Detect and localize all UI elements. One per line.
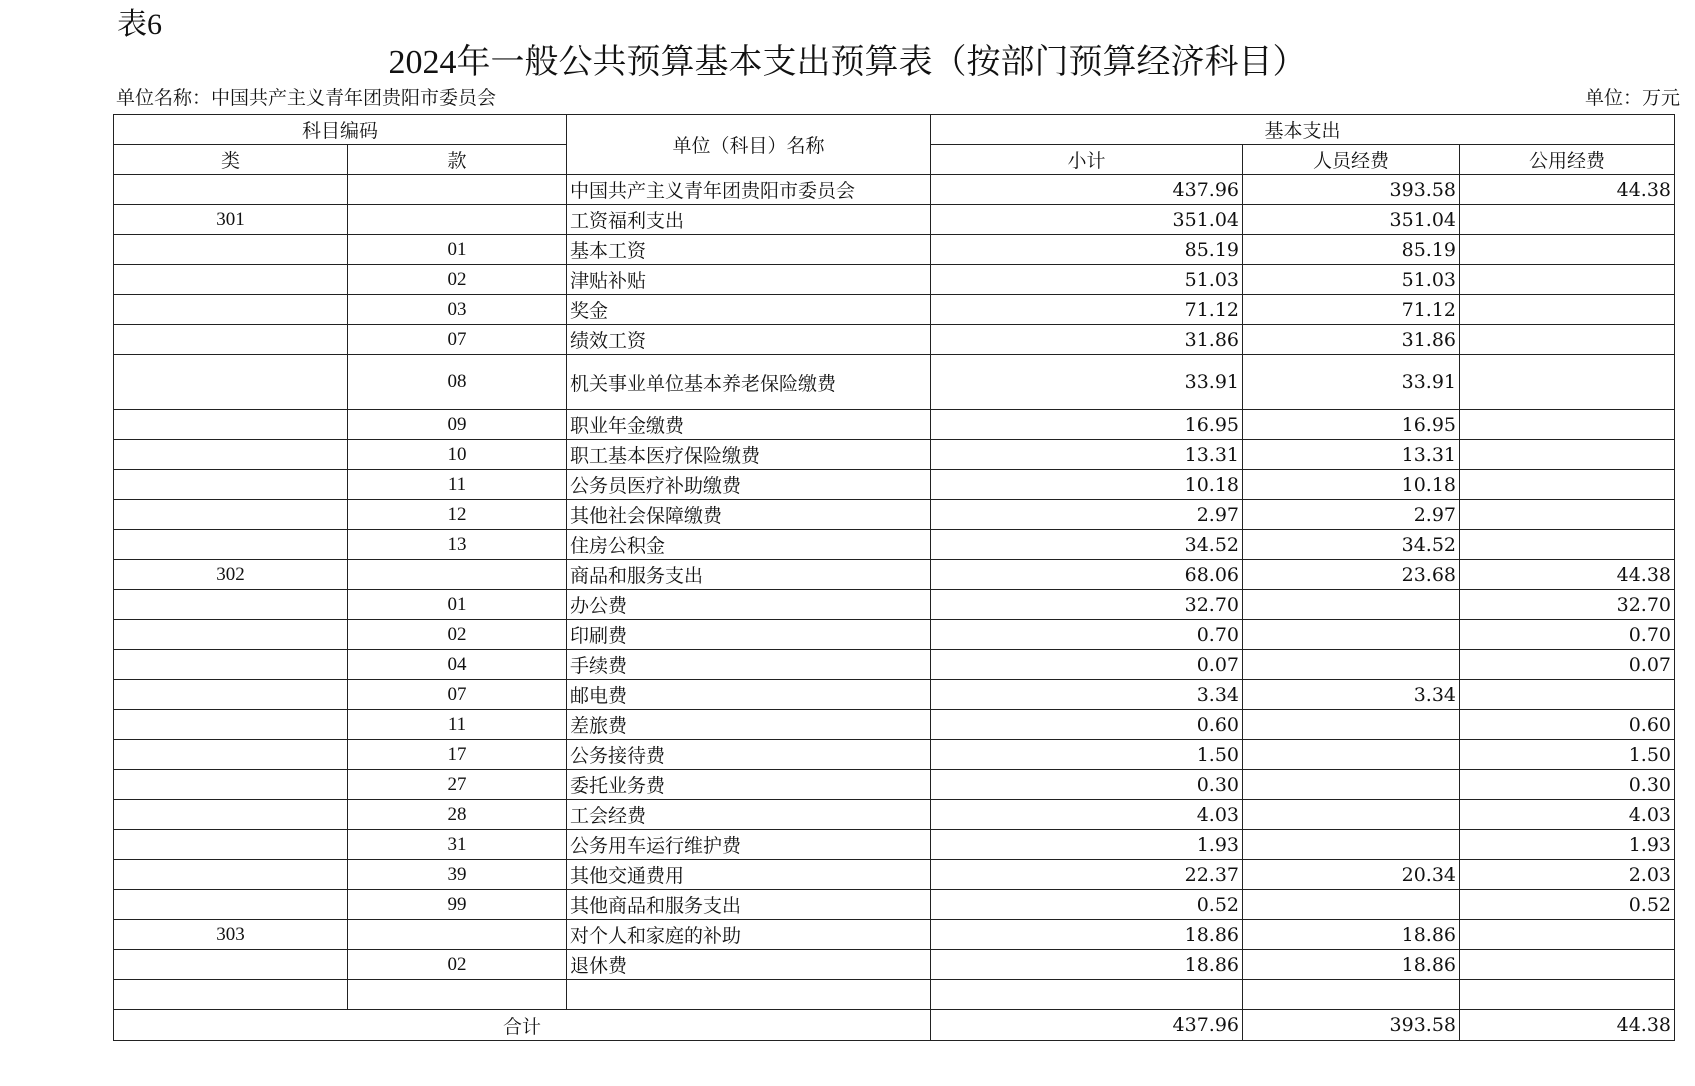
cell-subtotal: 71.12 [931, 295, 1243, 325]
cell-personnel [1243, 980, 1460, 1010]
table-row [114, 410, 1675, 440]
table-row [114, 440, 1675, 470]
cell-name: 办公费 [567, 590, 931, 620]
total-row [114, 1010, 1675, 1041]
table-row [114, 800, 1675, 830]
cell-lei [114, 355, 348, 410]
cell-subtotal: 0.60 [931, 710, 1243, 740]
table-row [114, 920, 1675, 950]
cell-kuan: 17 [348, 740, 567, 770]
cell-name: 绩效工资 [567, 325, 931, 355]
cell-subtotal: 22.37 [931, 860, 1243, 890]
cell-personnel: 16.95 [1243, 410, 1460, 440]
cell-kuan [348, 920, 567, 950]
cell-kuan: 04 [348, 650, 567, 680]
cell-personnel: 10.18 [1243, 470, 1460, 500]
cell-name: 津贴补贴 [567, 265, 931, 295]
cell-name: 公务用车运行维护费 [567, 830, 931, 860]
table-row [114, 710, 1675, 740]
cell-name: 退休费 [567, 950, 931, 980]
cell-kuan: 02 [348, 265, 567, 295]
header-personnel: 人员经费 [1243, 145, 1460, 175]
cell-lei [114, 650, 348, 680]
header-code-group: 科目编码 [114, 115, 567, 145]
table-row [114, 175, 1675, 205]
cell-lei [114, 830, 348, 860]
cell-personnel: 31.86 [1243, 325, 1460, 355]
cell-public: 4.03 [1460, 800, 1675, 830]
cell-subtotal: 34.52 [931, 530, 1243, 560]
cell-name: 委托业务费 [567, 770, 931, 800]
cell-personnel [1243, 710, 1460, 740]
cell-subtotal: 33.91 [931, 355, 1243, 410]
cell-public [1460, 205, 1675, 235]
table-row [114, 830, 1675, 860]
cell-subtotal: 32.70 [931, 590, 1243, 620]
cell-personnel [1243, 800, 1460, 830]
cell-lei [114, 740, 348, 770]
cell-kuan: 11 [348, 710, 567, 740]
table-row [114, 295, 1675, 325]
cell-kuan: 12 [348, 500, 567, 530]
total-personnel: 393.58 [1243, 1010, 1460, 1041]
cell-personnel [1243, 620, 1460, 650]
table-row [114, 740, 1675, 770]
cell-lei [114, 440, 348, 470]
cell-personnel: 85.19 [1243, 235, 1460, 265]
cell-subtotal: 51.03 [931, 265, 1243, 295]
cell-name: 邮电费 [567, 680, 931, 710]
cell-name: 其他交通费用 [567, 860, 931, 890]
cell-subtotal: 0.30 [931, 770, 1243, 800]
cell-public [1460, 295, 1675, 325]
table-row [114, 235, 1675, 265]
currency-unit: 单位：万元 [1584, 87, 1680, 109]
cell-lei [114, 890, 348, 920]
unit-name: 单位名称：中国共产主义青年团贵阳市委员会 [116, 87, 497, 109]
table-row [114, 980, 1675, 1010]
cell-lei [114, 265, 348, 295]
cell-kuan: 11 [348, 470, 567, 500]
cell-subtotal: 351.04 [931, 205, 1243, 235]
total-public: 44.38 [1460, 1010, 1675, 1041]
cell-subtotal: 18.86 [931, 920, 1243, 950]
cell-subtotal: 4.03 [931, 800, 1243, 830]
cell-lei [114, 175, 348, 205]
table-row [114, 650, 1675, 680]
table-body [114, 175, 1675, 1041]
cell-subtotal: 437.96 [931, 175, 1243, 205]
header-name: 单位（科目）名称 [567, 115, 931, 175]
cell-kuan: 01 [348, 235, 567, 265]
cell-public: 32.70 [1460, 590, 1675, 620]
cell-public: 44.38 [1460, 560, 1675, 590]
cell-public [1460, 355, 1675, 410]
cell-subtotal: 0.07 [931, 650, 1243, 680]
cell-subtotal: 10.18 [931, 470, 1243, 500]
cell-kuan [348, 175, 567, 205]
cell-name: 印刷费 [567, 620, 931, 650]
cell-kuan: 27 [348, 770, 567, 800]
cell-public [1460, 325, 1675, 355]
cell-subtotal: 3.34 [931, 680, 1243, 710]
cell-name: 差旅费 [567, 710, 931, 740]
cell-name: 公务员医疗补助缴费 [567, 470, 931, 500]
cell-lei: 303 [114, 920, 348, 950]
cell-public: 1.50 [1460, 740, 1675, 770]
cell-public [1460, 470, 1675, 500]
table-row [114, 325, 1675, 355]
cell-subtotal [931, 980, 1243, 1010]
cell-personnel: 393.58 [1243, 175, 1460, 205]
cell-kuan: 03 [348, 295, 567, 325]
cell-lei [114, 680, 348, 710]
cell-personnel: 71.12 [1243, 295, 1460, 325]
cell-personnel: 51.03 [1243, 265, 1460, 295]
table-row [114, 620, 1675, 650]
cell-name [567, 980, 931, 1010]
cell-personnel: 23.68 [1243, 560, 1460, 590]
cell-name: 奖金 [567, 295, 931, 325]
cell-kuan: 10 [348, 440, 567, 470]
cell-lei [114, 470, 348, 500]
cell-lei [114, 530, 348, 560]
cell-name: 基本工资 [567, 235, 931, 265]
cell-subtotal: 0.70 [931, 620, 1243, 650]
table-row [114, 530, 1675, 560]
cell-personnel [1243, 770, 1460, 800]
table-row [114, 680, 1675, 710]
cell-name: 公务接待费 [567, 740, 931, 770]
header-public: 公用经费 [1460, 145, 1675, 175]
cell-subtotal: 1.93 [931, 830, 1243, 860]
cell-name: 住房公积金 [567, 530, 931, 560]
cell-public: 0.52 [1460, 890, 1675, 920]
cell-public [1460, 680, 1675, 710]
table-row [114, 770, 1675, 800]
cell-subtotal: 2.97 [931, 500, 1243, 530]
cell-personnel: 34.52 [1243, 530, 1460, 560]
cell-kuan [348, 205, 567, 235]
cell-lei [114, 590, 348, 620]
cell-lei [114, 500, 348, 530]
cell-public [1460, 920, 1675, 950]
cell-name: 手续费 [567, 650, 931, 680]
cell-public [1460, 410, 1675, 440]
header-basic-expenditure: 基本支出 [931, 115, 1675, 145]
table-row [114, 560, 1675, 590]
cell-name: 其他社会保障缴费 [567, 500, 931, 530]
cell-kuan: 02 [348, 620, 567, 650]
cell-lei [114, 325, 348, 355]
cell-subtotal: 31.86 [931, 325, 1243, 355]
cell-lei [114, 950, 348, 980]
cell-personnel: 18.86 [1243, 950, 1460, 980]
cell-kuan: 99 [348, 890, 567, 920]
table-number: 表6 [117, 8, 162, 41]
table-row [114, 500, 1675, 530]
cell-public: 1.93 [1460, 830, 1675, 860]
cell-personnel: 18.86 [1243, 920, 1460, 950]
cell-subtotal: 85.19 [931, 235, 1243, 265]
cell-public [1460, 530, 1675, 560]
header-kuan: 款 [348, 145, 567, 175]
cell-personnel [1243, 830, 1460, 860]
budget-table [113, 114, 1675, 1041]
cell-lei: 302 [114, 560, 348, 590]
table-row [114, 355, 1675, 410]
cell-subtotal: 13.31 [931, 440, 1243, 470]
cell-kuan [348, 980, 567, 1010]
cell-personnel [1243, 650, 1460, 680]
cell-public [1460, 500, 1675, 530]
cell-lei [114, 410, 348, 440]
header-row-1 [114, 115, 1675, 145]
cell-kuan: 09 [348, 410, 567, 440]
cell-name: 对个人和家庭的补助 [567, 920, 931, 950]
cell-personnel [1243, 740, 1460, 770]
cell-personnel: 351.04 [1243, 205, 1460, 235]
cell-subtotal: 1.50 [931, 740, 1243, 770]
table-row [114, 860, 1675, 890]
cell-kuan [348, 560, 567, 590]
document-title: 2024年一般公共预算基本支出预算表（按部门预算经济科目） [388, 44, 1307, 81]
cell-lei [114, 860, 348, 890]
cell-lei [114, 710, 348, 740]
cell-public [1460, 980, 1675, 1010]
cell-lei [114, 980, 348, 1010]
total-subtotal: 437.96 [931, 1010, 1243, 1041]
cell-personnel: 3.34 [1243, 680, 1460, 710]
cell-name: 工会经费 [567, 800, 931, 830]
cell-lei [114, 770, 348, 800]
cell-public: 44.38 [1460, 175, 1675, 205]
cell-public: 0.30 [1460, 770, 1675, 800]
table-row [114, 470, 1675, 500]
cell-lei [114, 620, 348, 650]
cell-personnel: 33.91 [1243, 355, 1460, 410]
cell-subtotal: 18.86 [931, 950, 1243, 980]
cell-personnel: 2.97 [1243, 500, 1460, 530]
total-label: 合计 [114, 1010, 931, 1041]
cell-subtotal: 68.06 [931, 560, 1243, 590]
cell-kuan: 02 [348, 950, 567, 980]
cell-kuan: 08 [348, 355, 567, 410]
cell-kuan: 13 [348, 530, 567, 560]
cell-name: 中国共产主义青年团贵阳市委员会 [567, 175, 931, 205]
cell-kuan: 31 [348, 830, 567, 860]
cell-public [1460, 440, 1675, 470]
cell-public: 2.03 [1460, 860, 1675, 890]
cell-personnel: 20.34 [1243, 860, 1460, 890]
table-row [114, 950, 1675, 980]
cell-personnel [1243, 890, 1460, 920]
cell-lei [114, 235, 348, 265]
cell-kuan: 07 [348, 325, 567, 355]
cell-name: 职工基本医疗保险缴费 [567, 440, 931, 470]
cell-public: 0.60 [1460, 710, 1675, 740]
cell-subtotal: 16.95 [931, 410, 1243, 440]
table-row [114, 265, 1675, 295]
table-row [114, 890, 1675, 920]
cell-name: 工资福利支出 [567, 205, 931, 235]
cell-kuan: 39 [348, 860, 567, 890]
cell-public [1460, 235, 1675, 265]
cell-lei [114, 295, 348, 325]
header-lei: 类 [114, 145, 348, 175]
cell-lei: 301 [114, 205, 348, 235]
cell-personnel: 13.31 [1243, 440, 1460, 470]
cell-name: 商品和服务支出 [567, 560, 931, 590]
cell-kuan: 07 [348, 680, 567, 710]
cell-subtotal: 0.52 [931, 890, 1243, 920]
cell-name: 机关事业单位基本养老保险缴费 [567, 355, 931, 410]
cell-public: 0.07 [1460, 650, 1675, 680]
table-row [114, 590, 1675, 620]
cell-public [1460, 950, 1675, 980]
cell-personnel [1243, 590, 1460, 620]
cell-lei [114, 800, 348, 830]
table-row [114, 205, 1675, 235]
cell-kuan: 01 [348, 590, 567, 620]
header-subtotal: 小计 [931, 145, 1243, 175]
cell-public [1460, 265, 1675, 295]
cell-name: 职业年金缴费 [567, 410, 931, 440]
cell-kuan: 28 [348, 800, 567, 830]
cell-name: 其他商品和服务支出 [567, 890, 931, 920]
cell-public: 0.70 [1460, 620, 1675, 650]
